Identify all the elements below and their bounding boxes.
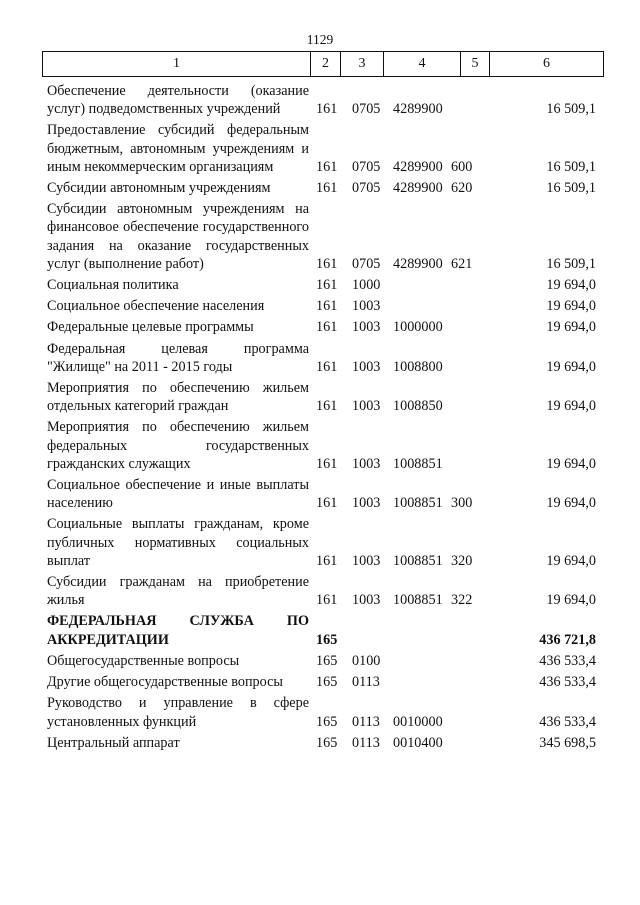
table-row [0,200,640,273]
row-c6-cell: 19 694,0 [546,298,596,315]
row-name: Субсидии автономным учреждениям [47,180,271,197]
row-c5-cell: 620 [451,180,473,197]
row-c3-cell: 0113 [352,734,380,751]
table-row [0,694,640,730]
row-c3-cell: 0113 [352,674,380,691]
row-c4-cell: 1008851 [393,455,443,472]
row-c2-cell: 161 [316,298,338,315]
row-name: Мероприятия по обеспечению жильем отдельных категорий граждан [47,380,309,415]
table-row [0,734,640,752]
row-c6-cell: 436 533,4 [539,713,596,730]
row-c5-cell: 621 [451,255,473,272]
row-name: Социальные выплаты гражданам, кроме публичных нормативных социальных выплат [47,516,309,569]
row-c2-cell: 161 [316,319,338,336]
column-header-table [42,51,604,77]
row-c6-cell: 19 694,0 [546,398,596,415]
row-c3-cell: 0705 [352,255,381,272]
table-row [0,515,640,570]
column-header-1: 1 [43,52,311,77]
row-c2-cell: 165 [316,713,338,730]
page-number: 1129 [306,32,334,47]
row-name: ФЕДЕРАЛЬНАЯ СЛУЖБА ПО АККРЕДИТАЦИИ [47,613,309,648]
table-row [0,179,640,197]
row-c4-cell: 0010400 [393,734,443,751]
row-c3-cell: 1003 [352,319,381,336]
row-c4-cell: 0010000 [393,713,443,730]
budget-table-body [0,82,640,755]
column-header-4: 4 [384,52,461,77]
table-row [0,612,640,648]
row-c2-cell: 161 [316,398,338,415]
row-c3-cell: 0705 [352,180,381,197]
row-c6-cell: 16 509,1 [546,255,596,272]
row-name: Мероприятия по обеспечению жильем федеральных государственных гражданских служащих [47,419,309,472]
row-c3-cell: 0705 [352,158,381,175]
row-c4-cell: 1008851 [393,495,443,512]
row-c4-cell: 1008850 [393,398,443,415]
row-name: Центральный аппарат [47,734,180,751]
row-c4-cell: 4289900 [393,255,443,272]
row-c2-cell: 165 [316,652,338,669]
row-c6-cell: 436 533,4 [539,674,596,691]
table-row [0,573,640,609]
row-c2-cell: 165 [316,631,338,648]
row-c3-cell: 1003 [352,495,381,512]
row-c6-cell: 16 509,1 [546,180,596,197]
row-name: Обеспечение деятельности (оказание услуг) подведомственных учреждений [47,83,309,118]
column-header-2: 2 [311,52,341,77]
table-row [0,82,640,118]
row-c5-cell: 320 [451,552,473,569]
row-c3-cell: 1003 [352,398,381,415]
row-c4-cell: 1008851 [393,592,443,609]
row-c2-cell: 161 [316,101,338,118]
column-header-6: 6 [490,52,604,77]
row-name: Субсидии гражданам на приобретение жилья [47,574,309,609]
table-row [0,652,640,670]
row-name: Предоставление субсидий федеральным бюджетным, автономным учреждениям и иным некоммерческим организациям [47,122,309,175]
row-c4-cell: 1000000 [393,319,443,336]
row-c2-cell: 161 [316,495,338,512]
row-c6-cell: 19 694,0 [546,358,596,375]
table-row [0,121,640,176]
row-c3-cell: 1003 [352,298,381,315]
table-row [0,418,640,473]
row-c5-cell: 600 [451,158,473,175]
row-c6-cell: 19 694,0 [546,455,596,472]
row-c5-cell: 300 [451,495,473,512]
row-c6-cell: 16 509,1 [546,158,596,175]
column-header-3: 3 [341,52,384,77]
row-c6-cell: 19 694,0 [546,592,596,609]
row-c6-cell: 19 694,0 [546,552,596,569]
row-name: Руководство и управление в сфере установленных функций [47,695,309,730]
row-name: Федеральные целевые программы [47,319,254,336]
row-c4-cell: 1008800 [393,358,443,375]
row-c2-cell: 161 [316,158,338,175]
table-row [0,340,640,376]
row-c6-cell: 19 694,0 [546,495,596,512]
row-c4-cell: 1008851 [393,552,443,569]
row-c3-cell: 1003 [352,358,381,375]
row-name: Социальное обеспечение населения [47,298,265,315]
row-c2-cell: 161 [316,592,338,609]
row-name: Другие общегосударственные вопросы [47,674,283,691]
row-c2-cell: 161 [316,255,338,272]
row-c3-cell: 1000 [352,277,381,294]
table-row [0,297,640,315]
row-name: Социальное обеспечение и иные выплаты населению [47,477,309,512]
row-c5-cell: 322 [451,592,473,609]
row-c2-cell: 161 [316,277,338,294]
table-row [0,476,640,512]
row-c3-cell: 0113 [352,713,380,730]
column-header-row [43,52,604,77]
row-c3-cell: 0705 [352,101,381,118]
table-row [0,276,640,294]
row-c6-cell: 436 533,4 [539,652,596,669]
row-c6-cell: 19 694,0 [546,277,596,294]
table-row [0,318,640,336]
row-c2-cell: 161 [316,358,338,375]
row-c3-cell: 1003 [352,552,381,569]
row-c2-cell: 165 [316,734,338,751]
row-c6-cell: 16 509,1 [546,101,596,118]
table-row [0,379,640,415]
table-row [0,673,640,691]
column-header-5: 5 [461,52,490,77]
row-c3-cell: 1003 [352,592,381,609]
row-c6-cell: 345 698,5 [539,734,596,751]
row-name: Субсидии автономным учреждениям на финансовое обеспечение государственного задания на оказание государственных услуг (выполнение работ) [47,201,309,272]
row-c2-cell: 165 [316,674,338,691]
row-c3-cell: 0100 [352,652,381,669]
row-name: Общегосударственные вопросы [47,652,240,669]
row-c2-cell: 161 [316,455,338,472]
row-c2-cell: 161 [316,180,338,197]
row-name: Федеральная целевая программа "Жилище" на 2011 - 2015 годы [47,340,309,375]
row-c2-cell: 161 [316,552,338,569]
row-c4-cell: 4289900 [393,180,443,197]
row-c3-cell: 1003 [352,455,381,472]
row-c4-cell: 4289900 [393,101,443,118]
row-c6-cell: 19 694,0 [546,319,596,336]
row-name: Социальная политика [47,277,179,294]
row-c4-cell: 4289900 [393,158,443,175]
row-c6-cell: 436 721,8 [539,631,596,648]
